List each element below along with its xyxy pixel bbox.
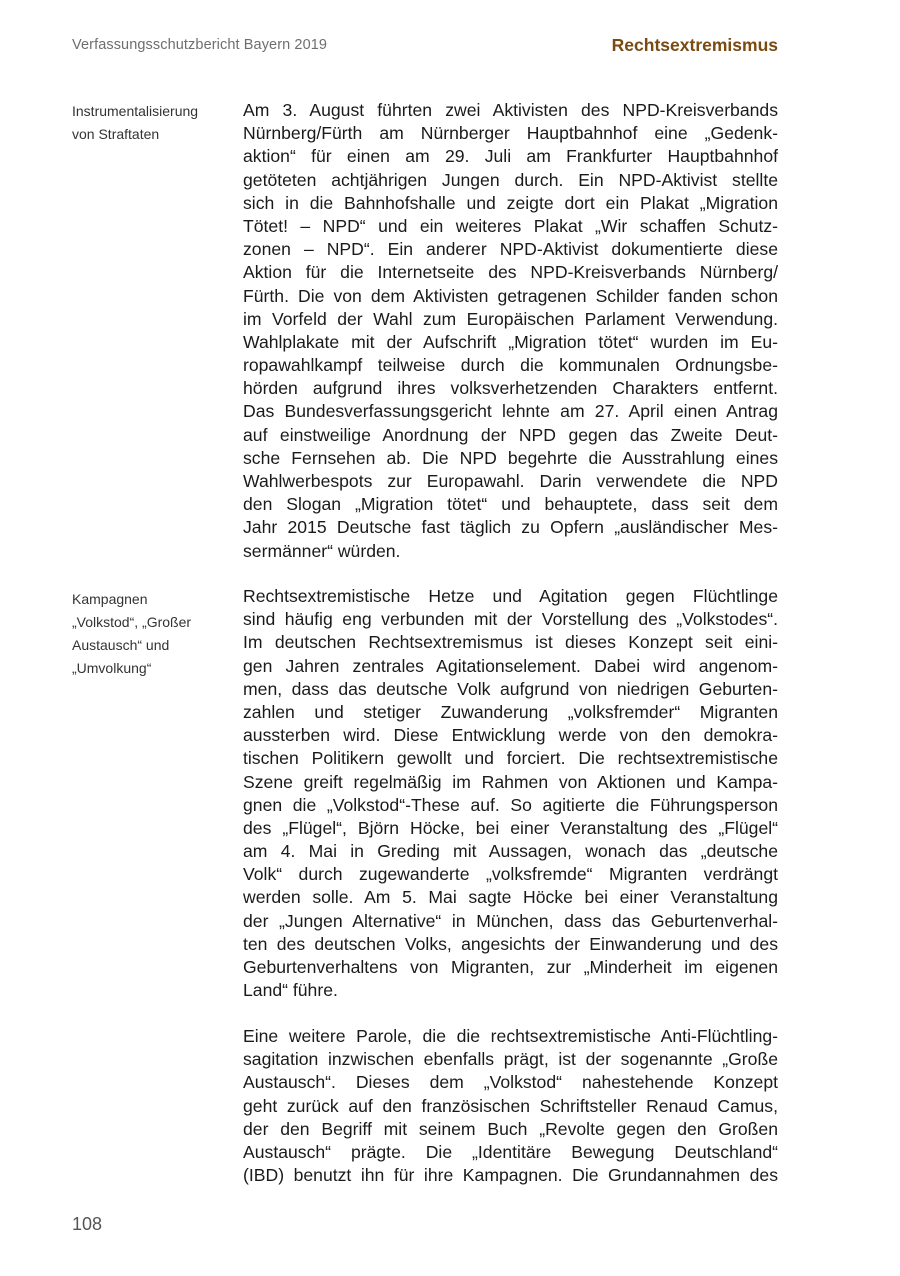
text-line: Tötet! – NPD“ und ein weiteres Plakat „Wir schaffen Schutz- [243, 215, 778, 236]
paragraph-volkstod [243, 585, 778, 1002]
text-line: Am 3. August führten zwei Aktivisten des NPD-Kreisverbands [243, 100, 778, 120]
chapter-title: Rechtsextremismus [611, 35, 778, 55]
document-title: Verfassungsschutzbericht Bayern 2019 [72, 37, 328, 53]
text-line: auf einstweilige Anordnung der NPD gegen das Zweite Deut- [243, 424, 778, 445]
margin-note-line: „Umvolkung“ [72, 660, 152, 676]
text-line: Jahr 2015 Deutsche fast täglich zu Opfern „ausländischer Mes- [243, 517, 778, 538]
text-line: Aktion für die Internetseite des NPD-Kreisverbands Nürnberg/ [243, 262, 778, 283]
text-line: werden solle. Am 5. Mai sagte Höcke bei einer Veranstaltung [243, 887, 778, 908]
text-line: den Slogan „Migration tötet“ und behauptete, dass seit dem [243, 494, 778, 515]
text-line: sche Fernsehen ab. Die NPD begehrte die Ausstrahlung eines [243, 447, 778, 468]
page-number: 108 [72, 1214, 103, 1234]
text-line: men, dass das deutsche Volk aufgrund von niedrigen Geburten- [243, 678, 778, 699]
text-line: aktion“ für einen am 29. Juli am Frankfurter Hauptbahnhof [243, 146, 778, 167]
text-line: sermänner“ würden. [243, 540, 401, 561]
text-line: der den Begriff mit seinem Buch „Revolte gegen den Großen [243, 1118, 778, 1139]
text-line: der „Jungen Alternative“ in München, dass das Geburtenverhal- [243, 910, 778, 931]
text-line: getöteten achtjährigen Jungen durch. Ein NPD-Aktivist stellte [243, 169, 778, 190]
paragraph-grosser-austausch [243, 1025, 778, 1187]
text-line: Fürth. Die von dem Aktivisten getragenen Schilder fanden schon [243, 285, 778, 306]
text-line: zahlen und stetiger Zuwanderung „volksfremder“ Migranten [243, 701, 778, 722]
text-line: hörden aufgrund ihres volksverhetzenden Charakters entfernt. [243, 378, 778, 399]
text-line: ten des deutschen Volks, angesichts der Einwanderung und des [243, 933, 778, 954]
text-line: tischen Politikern gewollt und forciert. Die rechtsextremistische [243, 748, 778, 769]
text-line: aussterben wird. Diese Entwicklung werde von den demokra- [243, 725, 778, 746]
text-line: Szene greift regelmäßig im Rahmen von Aktionen und Kampa- [243, 771, 778, 792]
text-line: Im deutschen Rechtsextremismus ist dieses Konzept seit eini- [243, 632, 778, 653]
text-line: Volk“ durch zugewanderte „volksfremde“ Migranten verdrängt [243, 864, 778, 885]
text-line: Eine weitere Parole, die die rechtsextremistische Anti-Flüchtling- [243, 1026, 778, 1046]
text-line: ropawahlkampf teilweise durch die kommunalen Ordnungsbe- [243, 355, 778, 376]
margin-note-instrumentalisierung [72, 100, 222, 146]
text-line: sagitation inzwischen ebenfalls prägt, ist der sogenannte „Große [243, 1049, 778, 1070]
margin-note-line: Austausch“ und [72, 637, 170, 653]
text-line: am 4. Mai in Greding mit Aussagen, wonach das „deutsche [243, 841, 778, 862]
text-line: Wahlwerbespots zur Europawahl. Darin verwendete die NPD [243, 471, 778, 491]
margin-note-kampagnen [72, 588, 222, 680]
text-line: sind häufig eng verbunden mit der Vorstellung des „Volkstodes“. [243, 609, 778, 630]
text-line: Das Bundesverfassungsgericht lehnte am 27. April einen Antrag [243, 401, 778, 422]
margin-note-line: von Straftaten [72, 126, 160, 142]
margin-note-line: Kampagnen [72, 591, 148, 607]
text-line: des „Flügel“, Björn Höcke, bei einer Veranstaltung des „Flügel“ [243, 817, 778, 838]
text-line: zonen – NPD“. Ein anderer NPD-Aktivist dokumentierte diese [243, 239, 778, 260]
text-line: geht zurück auf den französischen Schriftsteller Renaud Camus, [243, 1095, 778, 1116]
margin-note-line: Instrumentalisierung [72, 103, 199, 119]
paragraph-npd-aktion [243, 99, 778, 563]
text-line: (IBD) benutzt ihn für ihre Kampagnen. Die Grundannahmen des [243, 1165, 778, 1186]
text-line: gnen die „Volkstod“-These auf. So agitierte die Führungsperson [243, 794, 778, 815]
text-line: Rechtsextremistische Hetze und Agitation gegen Flüchtlinge [243, 586, 778, 606]
text-line: Wahlplakate mit der Aufschrift „Migration tötet“ wurden im Eu- [243, 331, 778, 352]
text-line: Austausch“. Dieses dem „Volkstod“ nahestehende Konzept [243, 1072, 778, 1093]
text-line: Nürnberg/Fürth am Nürnberger Hauptbahnhof eine „Gedenk- [243, 123, 778, 144]
text-line: sich in die Bahnhofshalle und zeigte dort ein Plakat „Migration [243, 192, 778, 213]
text-line: gen Jahren zentrales Agitationselement. Dabei wird angenom- [243, 655, 778, 676]
text-line: im Vorfeld der Wahl zum Europäischen Parlament Verwendung. [243, 308, 778, 329]
margin-note-line: „Volkstod“, „Großer [72, 614, 192, 630]
text-line: Land“ führe. [243, 980, 338, 1001]
text-line: Geburtenverhaltens von Migranten, zur „Minderheit im eigenen [243, 957, 778, 977]
text-line: Austausch“ prägte. Die „Identitäre Bewegung Deutschland“ [243, 1141, 778, 1162]
